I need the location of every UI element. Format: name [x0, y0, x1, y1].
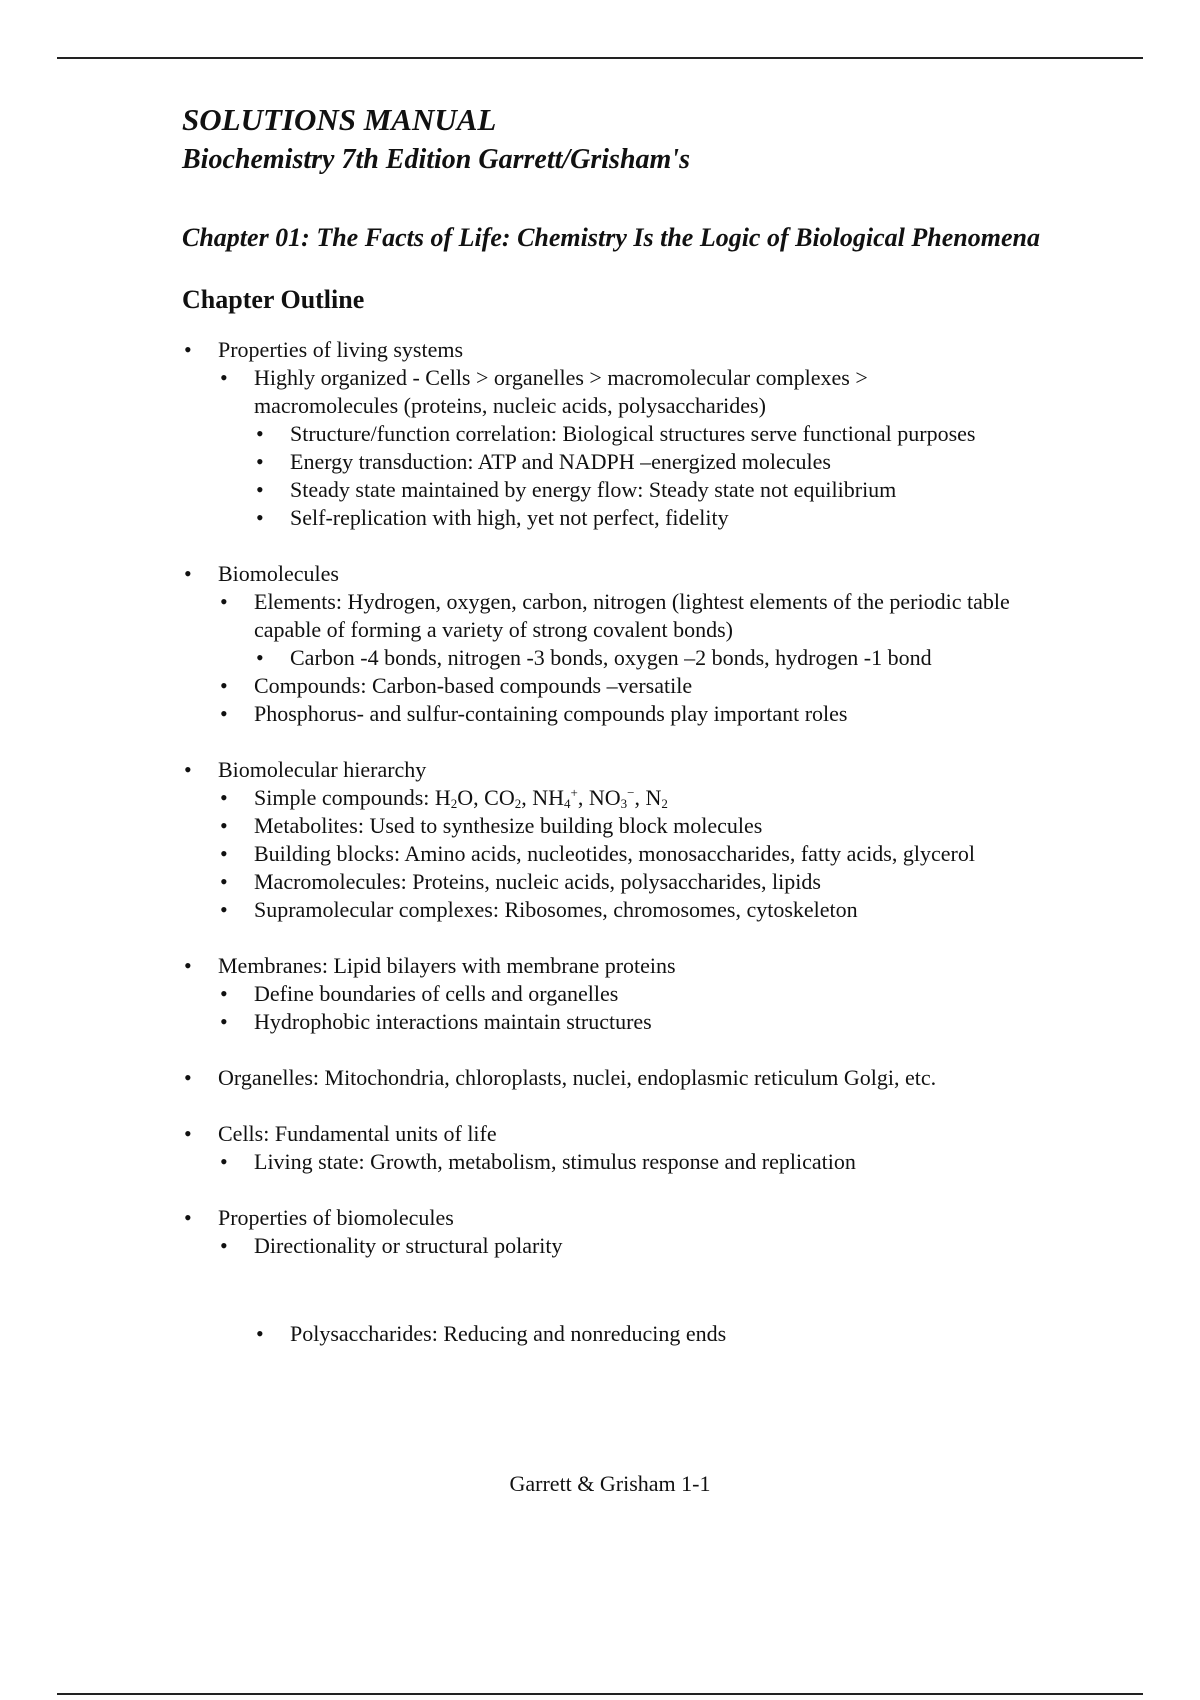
list-item: • Properties of biomolecules [218, 1204, 1142, 1232]
section-properties [182, 1204, 1142, 1348]
subscript: 3 [620, 796, 628, 811]
list-item: • Highly organized - Cells > organelles > macromolecular complexes > macromolecules (proteins, nucleic acids, polysaccharides) [254, 364, 914, 420]
section-living-systems [182, 336, 1142, 532]
bottom-rule [57, 1693, 1143, 1695]
chapter-title: Chapter 01: The Facts of Life: Chemistry Is the Logic of Biological Phenomena [182, 223, 1040, 252]
list-item-simple-compounds [254, 784, 1142, 812]
list-item: • Cells: Fundamental units of life [218, 1120, 1142, 1148]
section-biomolecules [182, 560, 1142, 728]
list-item: • Macromolecules: Proteins, nucleic acids, polysaccharides, lipids [254, 868, 1142, 896]
list-item: • Membranes: Lipid bilayers with membrane proteins [218, 952, 1142, 980]
section-hierarchy [182, 756, 1142, 924]
outline-heading: Chapter Outline [182, 285, 365, 314]
book-subtitle: Biochemistry 7th Edition Garrett/Grisham's [182, 144, 690, 175]
list-item: • Phosphorus- and sulfur-containing compounds play important roles [254, 700, 1142, 728]
list-item: • Directionality or structural polarity [254, 1232, 1142, 1260]
list-item: • Building blocks: Amino acids, nucleotides, monosaccharides, fatty acids, glycerol [254, 840, 1142, 868]
formula-text: , NH [521, 785, 565, 810]
list-item: • Steady state maintained by energy flow: Steady state not equilibrium [290, 476, 1142, 504]
list-item: • Metabolites: Used to synthesize building block molecules [254, 812, 1142, 840]
list-item: • Biomolecules [218, 560, 1142, 588]
list-item: • Compounds: Carbon-based compounds –versatile [254, 672, 1142, 700]
superscript: − [627, 785, 635, 800]
superscript: + [570, 785, 578, 800]
subscript: 2 [450, 796, 458, 811]
subscript: 4 [564, 796, 571, 811]
list-item: • Properties of living systems [218, 336, 1142, 364]
list-item: • Carbon -4 bonds, nitrogen -3 bonds, oxygen –2 bonds, hydrogen -1 bond [290, 644, 1142, 672]
list-item: • Hydrophobic interactions maintain structures [254, 1008, 1142, 1036]
list-item: • Elements: Hydrogen, oxygen, carbon, nitrogen (lightest elements of the periodic table capable of forming a variety of strong covalent bonds) [254, 588, 1034, 644]
list-item: • Living state: Growth, metabolism, stimulus response and replication [254, 1148, 1142, 1176]
top-rule [57, 57, 1143, 59]
section-membranes [182, 952, 1142, 1036]
formula-text: O, CO [457, 785, 515, 810]
list-item: • Energy transduction: ATP and NADPH –energized molecules [290, 448, 1142, 476]
list-item: • Organelles: Mitochondria, chloroplasts, nuclei, endoplasmic reticulum Golgi, etc. [218, 1064, 1142, 1092]
formula-text: Simple compounds: H [254, 785, 451, 810]
formula-text: , NO [577, 785, 621, 810]
formula-text: , N [634, 785, 662, 810]
page-content [182, 100, 1142, 1348]
manual-title: SOLUTIONS MANUAL [182, 102, 497, 137]
subscript: 2 [661, 796, 668, 811]
section-cells [182, 1120, 1142, 1176]
page-footer: Garrett & Grisham 1-1 [509, 1471, 711, 1496]
list-item: • Structure/function correlation: Biological structures serve functional purposes [290, 420, 1142, 448]
list-item: • Self-replication with high, yet not perfect, fidelity [290, 504, 1142, 532]
list-item: • Define boundaries of cells and organelles [254, 980, 1142, 1008]
section-organelles [182, 1064, 1142, 1092]
list-item: • Supramolecular complexes: Ribosomes, chromosomes, cytoskeleton [254, 896, 1142, 924]
list-item: • Biomolecular hierarchy [218, 756, 1142, 784]
list-item: • Polysaccharides: Reducing and nonreducing ends [290, 1320, 1142, 1348]
subscript: 2 [514, 796, 522, 811]
